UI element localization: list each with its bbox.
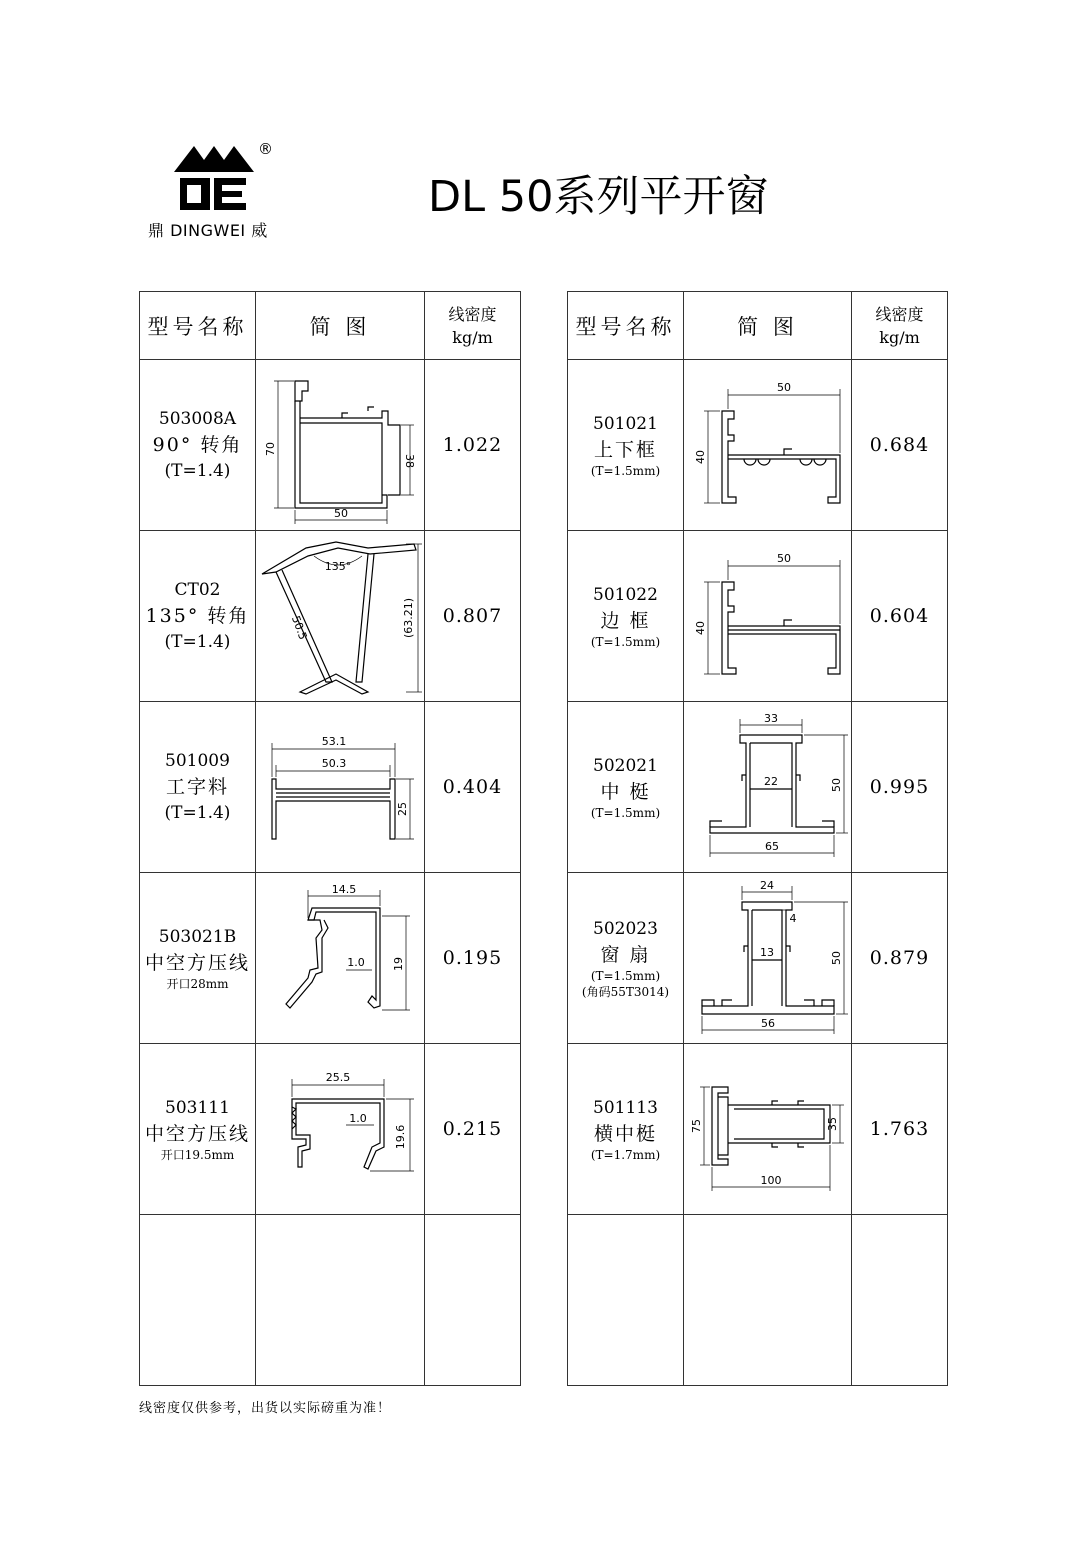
model-spec: 开口28mm [166, 977, 229, 991]
sketch-cell [256, 531, 425, 702]
model-cell [568, 702, 684, 873]
sketch-cell [684, 1044, 852, 1215]
dim-height: 40 [693, 449, 707, 464]
model-cell [140, 531, 256, 702]
profile-sketch-503021b [260, 876, 420, 1041]
model-cell [140, 873, 256, 1044]
model-code: 501022 [593, 585, 658, 605]
page-title: DL 50系列平开窗 [428, 172, 769, 222]
empty-cell [256, 1215, 425, 1386]
model-spec: (T=1.5mm) [590, 464, 661, 478]
sketch-cell [256, 873, 425, 1044]
table-row [568, 702, 948, 873]
model-spec: (T=1.4) [164, 461, 231, 481]
table-row [568, 873, 948, 1044]
profile-sketch-503008a [260, 363, 420, 528]
table-row-empty [140, 1215, 521, 1386]
profile-sketch-501021 [688, 363, 848, 528]
dim-wall: 1.0 [347, 955, 365, 969]
density-cell: 0.604 [852, 531, 948, 702]
table-row [140, 531, 521, 702]
model-spec: (T=1.5mm) [590, 635, 661, 649]
dim-height: 19 [392, 956, 405, 971]
dingwei-logo-icon [174, 142, 254, 210]
header-sketch: 简 图 [684, 292, 852, 360]
empty-cell [140, 1215, 256, 1386]
dim-wall: 1.0 [349, 1111, 367, 1125]
profile-table-left [139, 291, 521, 1386]
sketch-cell [684, 873, 852, 1044]
dim-small: 4 [789, 911, 796, 925]
dim-top: 24 [759, 878, 774, 892]
dim-height: 75 [689, 1118, 703, 1133]
profile-sketch-503111 [260, 1047, 420, 1212]
model-spec: (T=1.5mm) [590, 969, 661, 983]
dim-inner: 35 [825, 1116, 839, 1131]
model-code: 501021 [593, 414, 658, 434]
sketch-cell [256, 360, 425, 531]
profile-sketch-ct02 [256, 534, 424, 699]
company-logo [148, 140, 288, 240]
header-model-name: 型号名称 [568, 292, 684, 360]
model-code: 501009 [165, 751, 230, 771]
model-cell [140, 360, 256, 531]
density-cell: 0.807 [425, 531, 521, 702]
model-name: 中空方压线 [144, 1123, 250, 1145]
density-cell: 0.404 [425, 702, 521, 873]
model-cell [140, 702, 256, 873]
model-spec: (T=1.4) [164, 803, 231, 823]
dim-width: 100 [760, 1173, 781, 1187]
table-row [140, 873, 521, 1044]
profile-sketch-502023 [688, 876, 848, 1041]
sketch-cell [684, 360, 852, 531]
profile-sketch-502021 [688, 705, 848, 870]
model-spec: (T=1.5mm) [590, 806, 661, 820]
dim-angle: 135° [324, 559, 352, 573]
model-code: 502021 [593, 756, 658, 776]
model-name: 中 梃 [600, 781, 651, 803]
dim-inner: 13 [759, 945, 774, 959]
model-code: 503111 [165, 1098, 230, 1118]
sketch-cell [256, 1044, 425, 1215]
header-density-label: 线密度 [875, 304, 924, 324]
table-header-row [140, 292, 521, 360]
model-name: 边 框 [600, 610, 651, 632]
density-cell: 1.763 [852, 1044, 948, 1215]
profile-sketch-501009 [260, 705, 420, 870]
dim-height: 25 [396, 801, 409, 816]
dim-bottom: 56 [760, 1016, 775, 1030]
model-code: 502023 [593, 919, 658, 939]
registered-mark: ® [258, 140, 273, 158]
density-cell: 0.215 [425, 1044, 521, 1215]
table-row [568, 1044, 948, 1215]
logo-subtitle: 鼎 DINGWEI 威 [148, 221, 268, 240]
model-code: CT02 [174, 580, 221, 600]
table-row [568, 360, 948, 531]
dim-height: 50 [829, 777, 843, 792]
table-row [568, 531, 948, 702]
dim-width: 14.5 [331, 882, 357, 896]
table-row-empty [568, 1215, 948, 1386]
model-name: 135° 转角 [145, 605, 250, 627]
sketch-cell [684, 531, 852, 702]
dim-width: 50 [334, 506, 348, 520]
footer-note: 线密度仅供参考，出货以实际磅重为准！ [139, 1401, 392, 1416]
density-cell: 0.684 [852, 360, 948, 531]
sketch-cell [256, 702, 425, 873]
empty-cell [425, 1215, 521, 1386]
table-row [140, 360, 521, 531]
dim-inner: 38 [403, 453, 416, 468]
density-cell: 0.195 [425, 873, 521, 1044]
dim-height: 50 [829, 950, 843, 965]
model-name: 窗 扇 [600, 944, 651, 966]
sketch-cell [684, 702, 852, 873]
header-model-name: 型号名称 [140, 292, 256, 360]
model-spec: (T=1.4) [164, 632, 231, 652]
model-code: 503008A [158, 409, 237, 429]
model-spec: (T=1.7mm) [590, 1148, 661, 1162]
model-cell [568, 360, 684, 531]
model-name: 横中梃 [593, 1123, 657, 1145]
model-name: 中空方压线 [144, 952, 250, 974]
dim-inner: 50.3 [321, 756, 347, 770]
dim-outer: 53.1 [321, 734, 347, 748]
dim-height: 19.6 [394, 1124, 407, 1149]
model-cell [568, 1044, 684, 1215]
dim-inner: 22 [763, 774, 778, 788]
density-cell: 1.022 [425, 360, 521, 531]
header-density [852, 292, 948, 360]
model-name: 工字料 [165, 776, 229, 798]
empty-cell [568, 1215, 684, 1386]
table-row [140, 1044, 521, 1215]
profile-table-right [567, 291, 948, 1386]
model-spec-extra: (角码55T3014) [581, 985, 670, 999]
model-code: 503021B [158, 927, 237, 947]
dim-height: (63.21) [402, 597, 415, 638]
model-cell [140, 1044, 256, 1215]
model-name: 上下框 [593, 439, 657, 461]
profile-sketch-501113 [688, 1047, 848, 1212]
dim-width: 25.5 [325, 1070, 351, 1084]
model-spec: 开口19.5mm [160, 1148, 235, 1162]
dim-width: 50 [776, 380, 791, 394]
table-header-row [568, 292, 948, 360]
header-density-unit: kg/m [879, 327, 920, 347]
header-density-unit: kg/m [452, 327, 493, 347]
dim-height: 40 [693, 620, 707, 635]
dim-top: 33 [763, 711, 778, 725]
table-row [140, 702, 521, 873]
header-sketch: 简 图 [256, 292, 425, 360]
header-density-label: 线密度 [448, 304, 497, 324]
density-cell: 0.995 [852, 702, 948, 873]
dim-bottom: 65 [764, 839, 779, 853]
empty-cell [684, 1215, 852, 1386]
model-cell [568, 531, 684, 702]
dim-leg: 50.5 [288, 613, 310, 642]
model-code: 501113 [593, 1098, 658, 1118]
dim-height: 70 [264, 441, 277, 456]
model-cell [568, 873, 684, 1044]
model-name: 90° 转角 [152, 434, 243, 456]
density-cell: 0.879 [852, 873, 948, 1044]
empty-cell [852, 1215, 948, 1386]
header-density [425, 292, 521, 360]
dim-width: 50 [776, 551, 791, 565]
profile-sketch-501022 [688, 534, 848, 699]
